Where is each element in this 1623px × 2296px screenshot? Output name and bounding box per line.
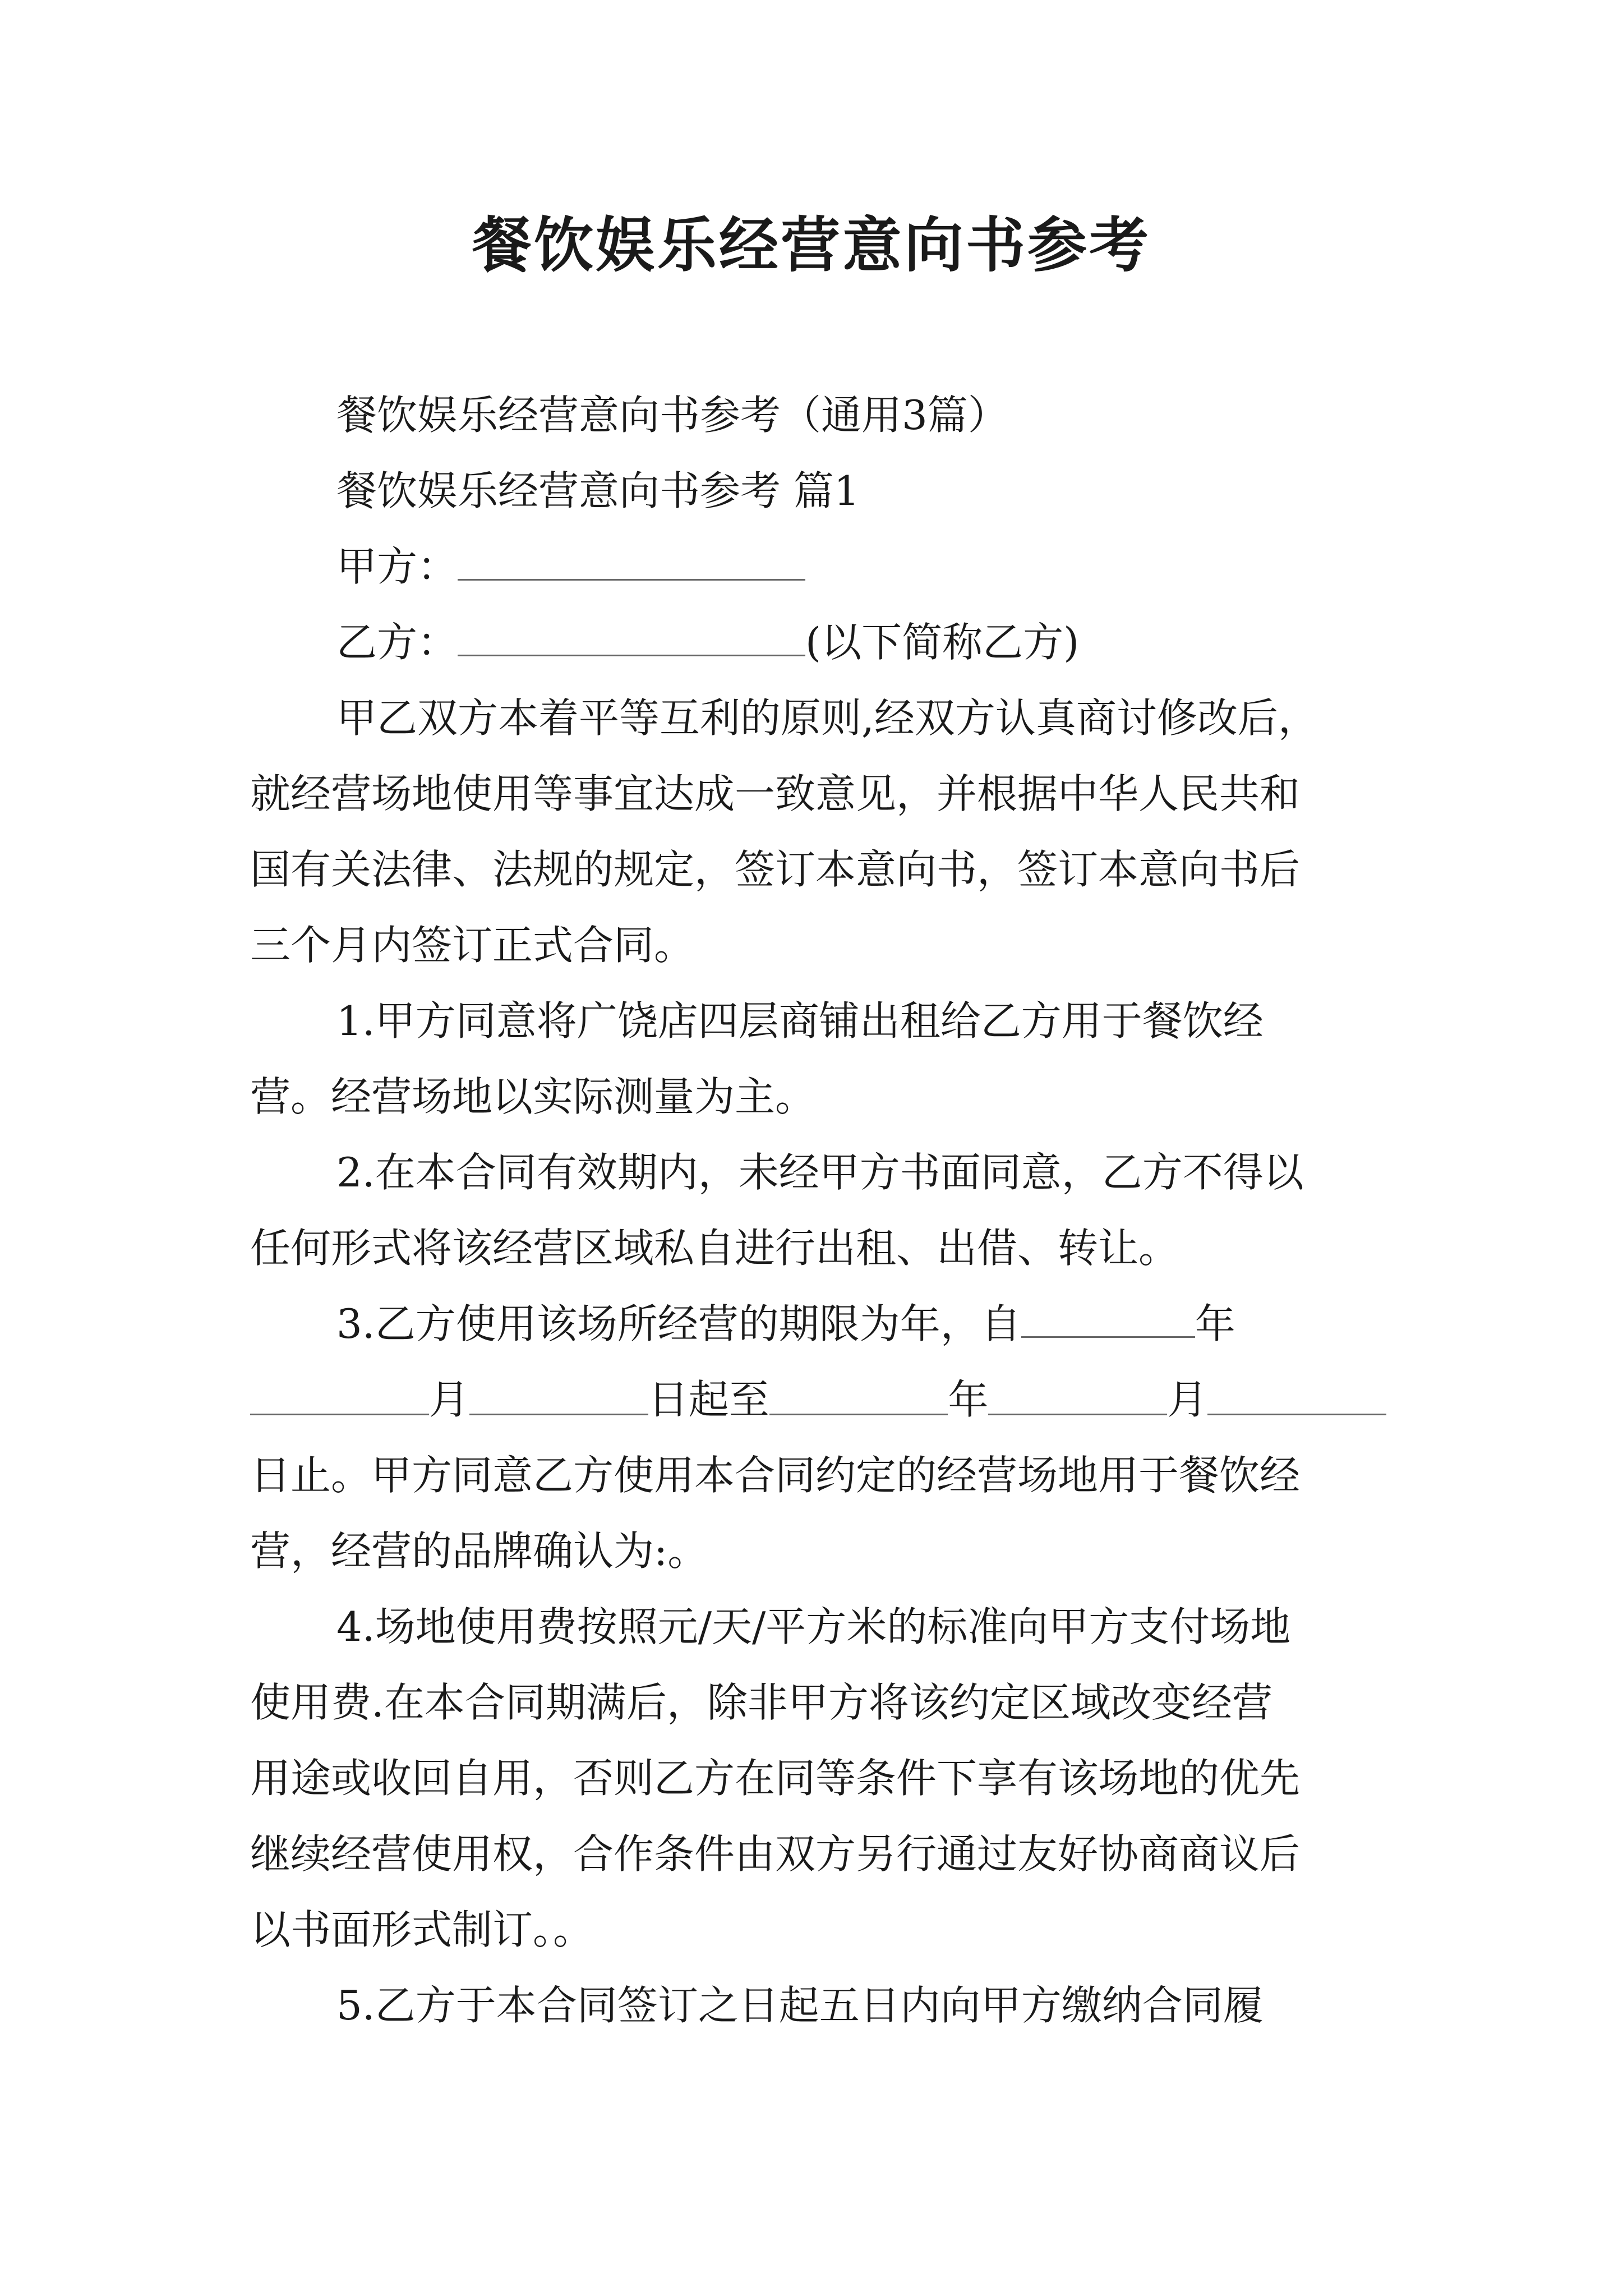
clause-4-line-3: 用途或收回自用，否则乙方在同等条件下享有该场地的优先	[250, 1755, 1301, 1802]
start-month-blank	[250, 1374, 429, 1415]
party-a-line	[336, 539, 805, 595]
clause-2-line-2: 任何形式将该经营区域私自进行出租、出借、转让。	[250, 1225, 1179, 1272]
document-subtitle: 餐饮娱乐经营意向书参考（通用3篇）	[336, 392, 1008, 439]
end-year-blank	[769, 1374, 948, 1415]
intro-line-2: 就经营场地使用等事宜达成一致意见，并根据中华人民共和	[250, 770, 1301, 817]
party-b-line	[336, 614, 1079, 670]
start-day-blank	[469, 1374, 648, 1415]
intro-line-3: 国有关法律、法规的规定，签订本意向书，签订本意向书后	[250, 846, 1301, 893]
clause-4-line-4: 继续经营使用权，合作条件由双方另行通过友好协商商议后	[250, 1830, 1301, 1878]
clause-4-line-2: 使用费.在本合同期满后，除非甲方将该约定区域改变经营	[250, 1679, 1272, 1726]
clause-2-line-1: 2.在本合同有效期内，未经甲方书面同意，乙方不得以	[336, 1149, 1304, 1196]
clause-3-line-1	[336, 1296, 1235, 1352]
clause-4-line-5: 以书面形式制订。。	[250, 1906, 594, 1953]
clause-1-line-1: 1.甲方同意将广饶店四层商铺出租给乙方用于餐饮经	[336, 997, 1264, 1045]
intro-line-1: 甲乙双方本着平等互利的原则,经双方认真商讨修改后，	[336, 694, 1318, 742]
party-b-blank	[458, 618, 805, 656]
end-month-blank	[988, 1374, 1167, 1415]
clause-3-date-row	[250, 1372, 1386, 1428]
clause-3-year-label: 年	[1195, 1300, 1235, 1347]
section-heading: 餐饮娱乐经营意向书参考 篇1	[336, 467, 860, 514]
intro-line-4: 三个月内签订正式合同。	[250, 922, 695, 969]
clause-1-line-2: 营。经营场地以实际测量为主。	[250, 1073, 816, 1120]
month-label: 月	[428, 1376, 469, 1423]
clause-3-line-3: 日止。甲方同意乙方使用本合同约定的经营场地用于餐饮经	[250, 1452, 1301, 1499]
end-year-label: 年	[948, 1376, 989, 1423]
party-b-label: 乙方：	[336, 619, 458, 666]
clause-3-line-4: 营，经营的品牌确认为:。	[250, 1527, 708, 1575]
day-start-label: 日起至	[648, 1376, 769, 1423]
party-a-blank	[458, 542, 805, 581]
clause-4-line-1: 4.场地使用费按照元/天/平方米的标准向甲方支付场地	[336, 1603, 1291, 1650]
clause-3-start-year-blank	[1021, 1299, 1195, 1338]
party-a-label: 甲方：	[336, 543, 458, 590]
document-title: 餐饮娱乐经营意向书参考	[472, 210, 1151, 280]
party-b-note: (以下简称乙方)	[805, 619, 1080, 666]
end-month-label: 月	[1167, 1376, 1208, 1423]
clause-5-line-1: 5.乙方于本合同签订之日起五日内向甲方缴纳合同履	[336, 1982, 1264, 2029]
clause-3-text: 3.乙方使用该场所经营的期限为年，自	[336, 1300, 1021, 1347]
end-day-blank	[1207, 1374, 1386, 1415]
